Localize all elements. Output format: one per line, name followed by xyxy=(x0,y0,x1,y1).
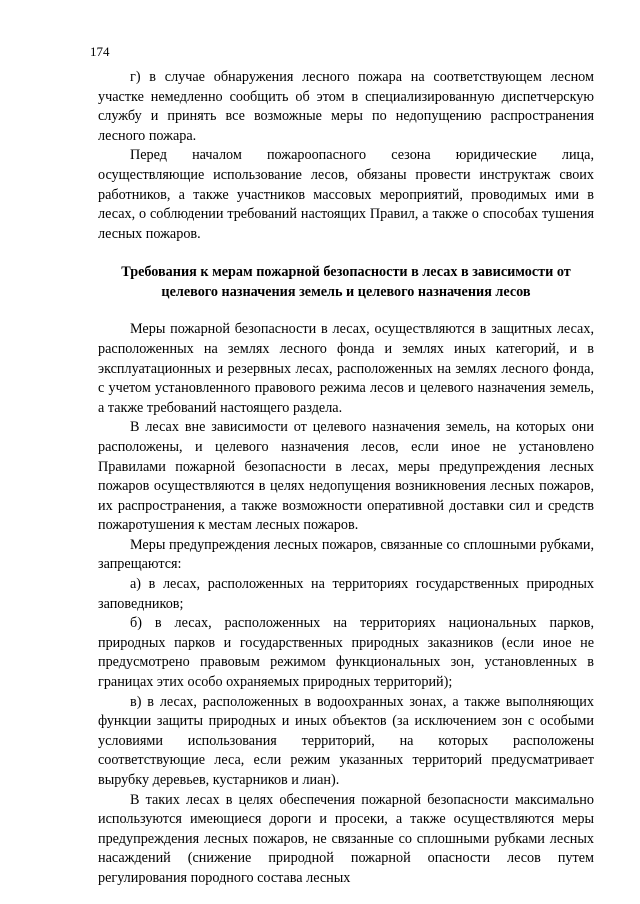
page-number: 174 xyxy=(90,44,110,59)
paragraph-clear-cutting-prohibited: Меры предупреждения лесных пожаров, связанные со сплошными рубками, запрещаются: xyxy=(98,536,594,573)
paragraph-roads-and-clearings: В таких лесах в целях обеспечения пожарной безопасности максимально используются имеющиеся дороги и просеки, а также осуществляются меры предупреждения лесных пожаров, не связанные со сплошными рубками лесных насаждений (снижение природной пожарной опасности лесов путем регулирования породного состава лесных xyxy=(98,791,594,886)
section-heading-line-1: Требования к мерам пожарной безопасности в лесах в зависимости от xyxy=(121,264,571,281)
paragraph-prevention-goals: В лесах вне зависимости от целевого назначения земель, на которых они расположены, и целевого назначения лесов, если иное не установлено Правилами пожарной безопасности в лесах, меры предупреждения лесных пожаров осуществляются в целях недопущения возникновения лесных пожаров, их распространения, а также возможности оперативной доставки сил и средств пожаротушения к местам лесных пожаров. xyxy=(98,419,594,534)
list-item-a-reserves: а) в лесах, расположенных на территориях государственных природных заповедников; xyxy=(98,576,594,612)
paragraph-g-fire-report: г) в случае обнаружения лесного пожара на соответствующем лесном участке немедленно сообщить об этом в специализированную диспетчерскую службу и принять все возможные меры по недопущению распространения лесного пожара. xyxy=(98,69,594,144)
list-item-b-national-parks: б) в лесах, расположенных на территориях национальных парков, природных парков и государственных природных заказников (если иное не предусмотрено правовым режимом функциональных зон, установленных в границах этих особо охраняемых природных территорий); xyxy=(98,615,594,691)
section-heading xyxy=(98,262,594,302)
section-heading-line-2: целевого назначения земель и целевого назначения лесов xyxy=(161,284,531,301)
paragraph-measures-protective-forests: Меры пожарной безопасности в лесах, осуществляются в защитных лесах, расположенных на землях лесного фонда и землях иных категорий, и в эксплуатационных и резервных лесах, расположенных на землях лесного фонда, с учетом установленного правового режима лесов и целевого назначения земель, а также требований настоящего раздела. xyxy=(98,321,594,416)
list-item-v-water-protection: в) в лесах, расположенных в водоохранных зонах, а также выполняющих функции защиты природных и иных объектов (за исключением зон с особыми условиями использования территорий, на которых расположены соответствующие леса, если режим указанных территорий предусматривает вырубку деревьев, кустарников и лиан). xyxy=(98,693,594,788)
paragraph-fire-season-briefing: Перед началом пожароопасного сезона юридические лица, осуществляющие использование лесов, обязаны провести инструктаж своих работников, а также участников массовых мероприятий, проводимых ими в лесах, о соблюдении требований настоящих Правил, а также о способах тушения лесных пожаров. xyxy=(98,147,594,242)
